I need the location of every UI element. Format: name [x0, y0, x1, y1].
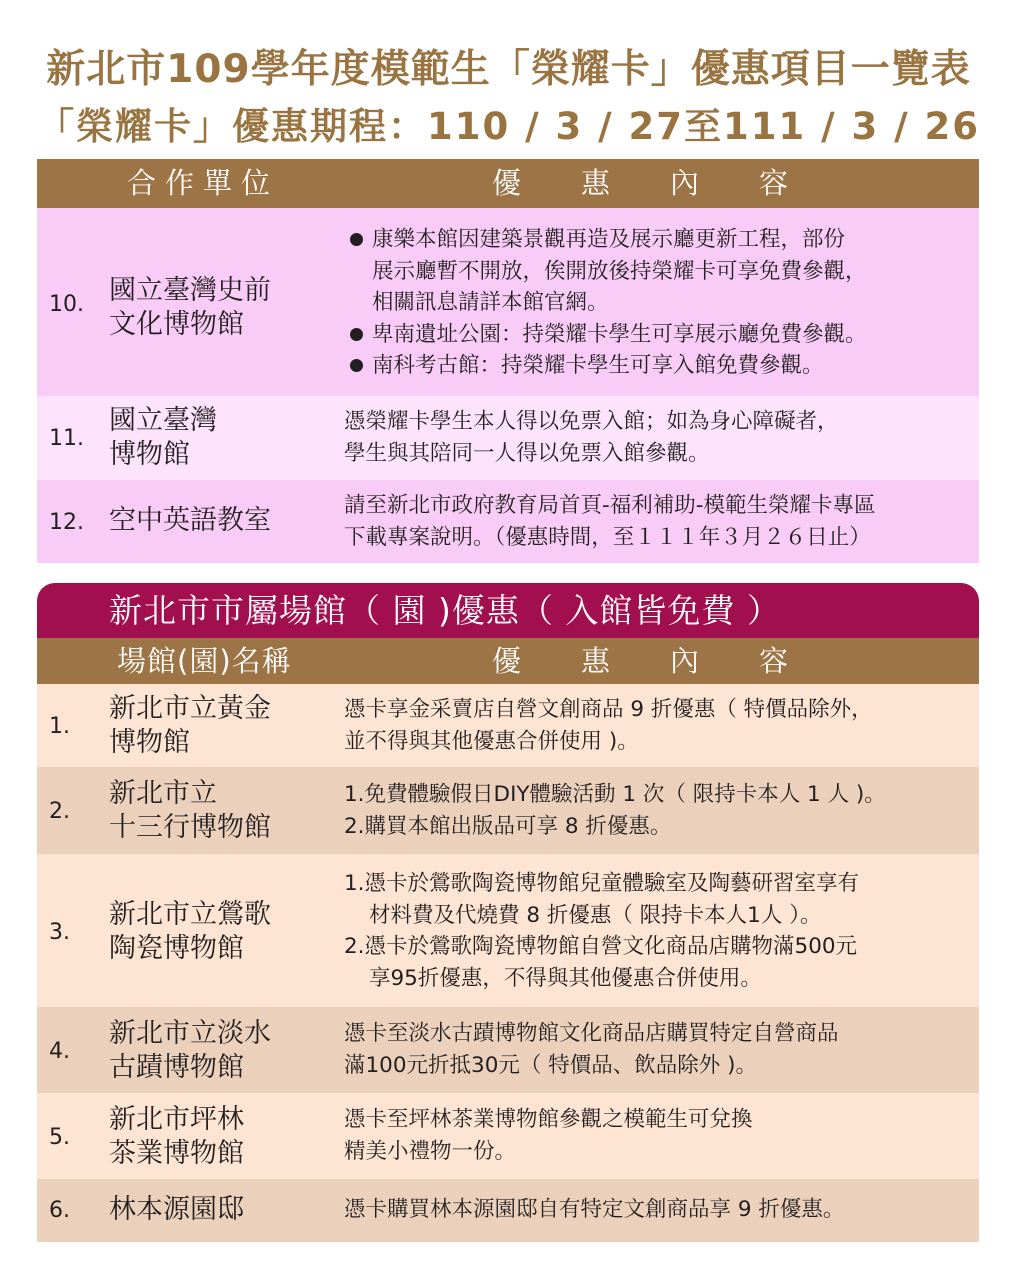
row-number: 3. — [49, 920, 70, 945]
table-row — [37, 480, 979, 563]
column-header-benefit: 優惠內容 — [492, 166, 849, 200]
row-number: 10. — [49, 292, 84, 317]
column-header-benefit: 優惠內容 — [492, 644, 849, 678]
table-row — [37, 396, 979, 480]
row-number: 4. — [49, 1039, 70, 1064]
list-item: 南科考古館：持榮耀卡學生可享入館免費參觀。 — [350, 350, 867, 382]
table-row — [37, 1093, 979, 1179]
benefit-text: 憑卡享金采賣店自營文創商品 9 折優惠（ 特價品除外， 並不得與其他優惠合併使用 )。 — [344, 697, 873, 754]
list-item: 康樂本館因建築景觀再造及展示廳更新工程，部份 — [350, 224, 867, 256]
table-row — [37, 1007, 979, 1093]
benefit-text: 憑卡購買林本源園邸自有特定文創商品享 9 折優惠。 — [344, 1197, 845, 1222]
table-row — [37, 208, 979, 396]
row-number: 6. — [49, 1198, 70, 1223]
row-number: 5. — [49, 1125, 70, 1150]
row-number: 11. — [49, 426, 84, 451]
benefit-text: 憑卡至淡水古蹟博物館文化商品店購買特定自營商品 滿100元折抵30元（ 特價品、飲品除外 )。 — [344, 1021, 839, 1078]
page-subtitle-period: 「榮耀卡」優惠期程：110 / 3 / 27至111 / 3 / 26 — [36, 105, 981, 148]
table-row — [37, 1179, 979, 1242]
venue-name: 新北市立黃金 博物館 — [109, 693, 271, 758]
section-banner: 新北市市屬場館（ 園 )優惠（ 入館皆免費 ） — [37, 583, 979, 638]
org-name: 空中英語教室 — [109, 505, 271, 536]
venue-name: 林本源園邸 — [109, 1194, 244, 1225]
benefit-text: 憑榮耀卡學生本人得以免票入館；如為身心障礙者， 學生與其陪同一人得以免票入館參觀。 — [344, 409, 839, 466]
table-row — [37, 684, 979, 767]
table-row — [37, 854, 979, 1007]
table1-header — [37, 159, 979, 208]
row-number: 2. — [49, 799, 70, 824]
venue-name: 新北市坪林 茶業博物館 — [109, 1104, 244, 1169]
row-number: 1. — [49, 714, 70, 739]
column-header-org: 合作單位 — [127, 166, 280, 200]
table2-header — [37, 638, 979, 684]
table-row — [37, 767, 979, 854]
benefit-text: 憑卡至坪林茶業博物館參觀之模範生可兌換 精美小禮物一份。 — [344, 1107, 753, 1164]
column-header-venue: 場館(園)名稱 — [117, 644, 292, 678]
venue-name: 新北市立 十三行博物館 — [109, 778, 271, 843]
org-name: 國立臺灣 博物館 — [109, 405, 217, 470]
list-item: 卑南遺址公園：持榮耀卡學生可享展示廳免費參觀。 — [350, 319, 867, 351]
benefit-text: 康樂本館因建築景觀再造及展示廳更新工程，部份 展示廳暫不開放，俟開放後持榮耀卡可享免費參觀， 相關訊息請詳本館官網。 卑南遺址公園：持榮耀卡學生可享展示廳免費參觀。 南科考古館：持榮耀卡學生可享入館免費參觀。 — [350, 224, 867, 382]
benefit-text: 1.憑卡於鶯歌陶瓷博物館兒童體驗室及陶藝研習室享有 材料費及代燒費 8 折優惠（ 限持卡本人1人 ）。 2.憑卡於鶯歌陶瓷博物館自營文化商品店購物滿500元 享95折優惠，不得與其他優惠合併使用。 — [344, 871, 860, 991]
venue-name: 新北市立鶯歌 陶瓷博物館 — [109, 899, 271, 964]
row-number: 12. — [49, 510, 84, 535]
page-title: 新北市109學年度模範生「榮耀卡」優惠項目一覽表 — [46, 47, 971, 92]
org-name: 國立臺灣史前 文化博物館 — [109, 275, 271, 340]
benefit-text: 請至新北市政府教育局首頁-福利補助-模範生榮耀卡專區 下載專案說明。（優惠時間，至１１１年３月２６日止） — [344, 493, 876, 550]
venue-name: 新北市立淡水 古蹟博物館 — [109, 1018, 271, 1083]
benefit-text: 1.免費體驗假日DIY體驗活動 1 次（ 限持卡本人 1 人 )。 2.購買本館出版品可享 8 折優惠。 — [344, 782, 886, 839]
